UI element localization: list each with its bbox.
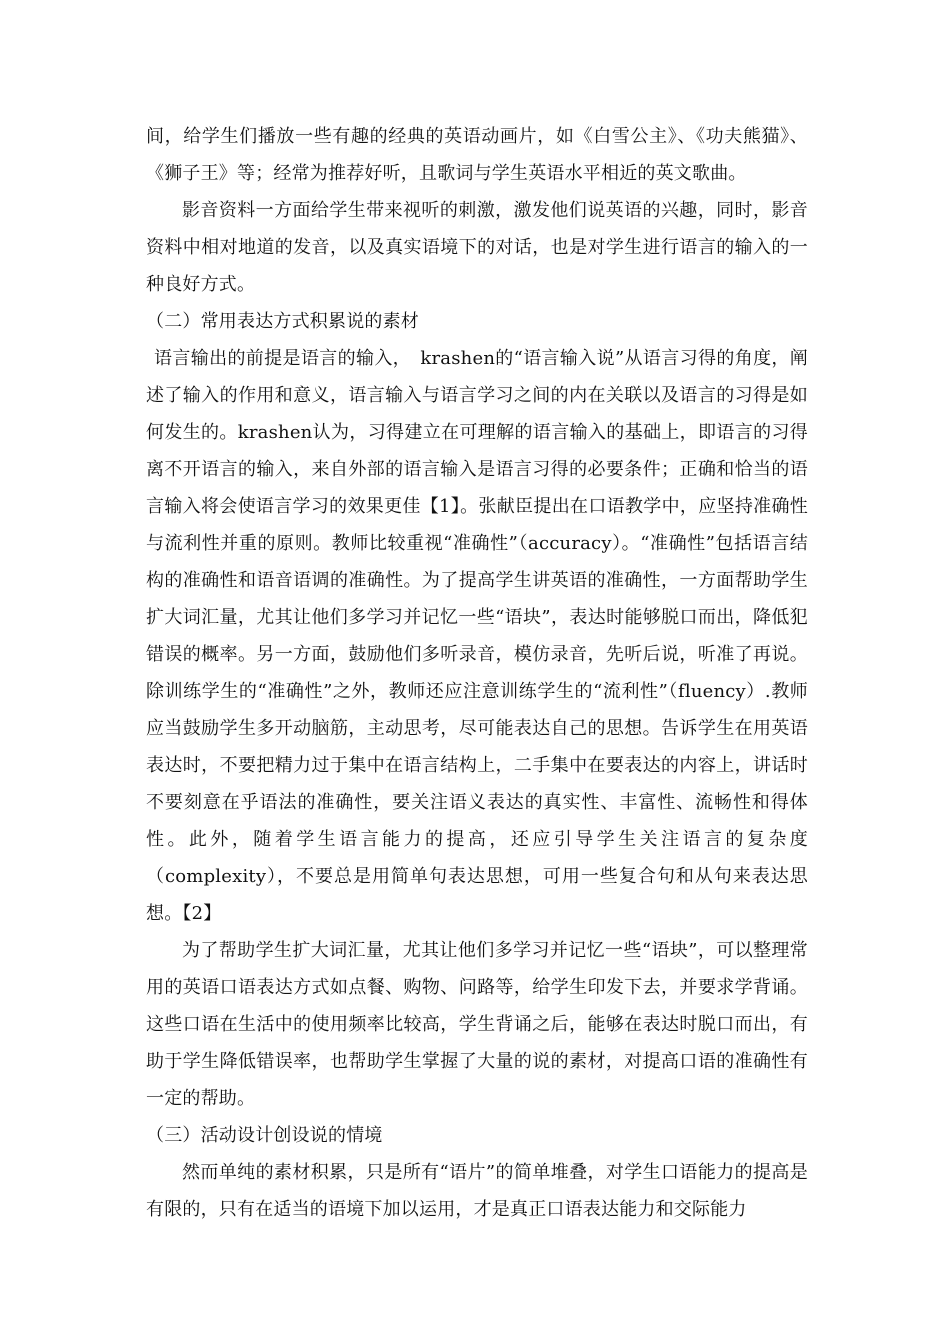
section-heading-2: （二）常用表达方式积累说的素材 — [146, 311, 419, 332]
paragraph-media-materials: 影音资料一方面给学生带来视听的刺激，激发他们说英语的兴趣，同时，影音资料中相对地道的发音，以及真实语境下的对话，也是对学生进行语言的输入的一种良好方式。 — [146, 200, 808, 295]
paragraph-activity-design: 然而单纯的素材积累，只是所有“语片”的简单堆叠，对学生口语能力的提高是有限的，只有在适当的语境下加以运用，才是真正口语表达能力和交际能力 — [146, 1162, 808, 1220]
body-text — [146, 118, 808, 1228]
paragraph-language-input: 语言输出的前提是语言的输入， krashen的“语言输入说”从语言习得的角度，阐述了输入的作用和意义，语言输入与语言学习之间的内在关联以及语言的习得是如何发生的。krashen认为，习得建立在可理解的语言输入的基础上，即语言的习得离不开语言的输入，来自外部的语言输入是语言习得的必要条件；正确和恰当的语言输入将会使语言学习的效果更佳【1】。张献臣提出在口语教学中，应坚持准确性与流利性并重的原则。教师比较重视“准确性”（accuracy）。“准确性”包括语言结构的准确性和语音语调的准确性。为了提高学生讲英语的准确性，一方面帮助学生扩大词汇量，尤其让他们多学习并记忆一些“语块”，表达时能够脱口而出，降低犯错误的概率。另一方面，鼓励他们多听录音，模仿录音，先听后说，听准了再说。除训练学生的“准确性”之外，教师还应注意训练学生的“流利性”（fluency）.教师应当鼓励学生多开动脑筋，主动思考，尽可能表达自己的思想。告诉学生在用英语表达时，不要把精力过于集中在语言结构上，二手集中在要表达的内容上，讲话时不要刻意在乎语法的准确性，要关注语义表达的真实性、丰富性、流畅性和得体性。此外，随着学生语言能力的提高，还应引导学生关注语言的复杂度（complexity），不要总是用简单句表达思想，可用一些复合句和从句来表达思想。【2】 — [146, 348, 808, 924]
paragraph-vocabulary: 为了帮助学生扩大词汇量，尤其让他们多学习并记忆一些“语块”，可以整理常用的英语口语表达方式如点餐、购物、问路等，给学生印发下去，并要求学背诵。这些口语在生活中的使用频率比较高，学生背诵之后，能够在表达时脱口而出，有助于学生降低错误率，也帮助学生掌握了大量的说的素材，对提高口语的准确性有一定的帮助。 — [146, 940, 808, 1109]
paragraph-continuation: 间，给学生们播放一些有趣的经典的英语动画片，如《白雪公主》、《功夫熊猫》、《狮子王》等；经常为推荐好听，且歌词与学生英语水平相近的英文歌曲。 — [146, 126, 808, 184]
section-heading-3: （三）活动设计创设说的情境 — [146, 1125, 383, 1146]
